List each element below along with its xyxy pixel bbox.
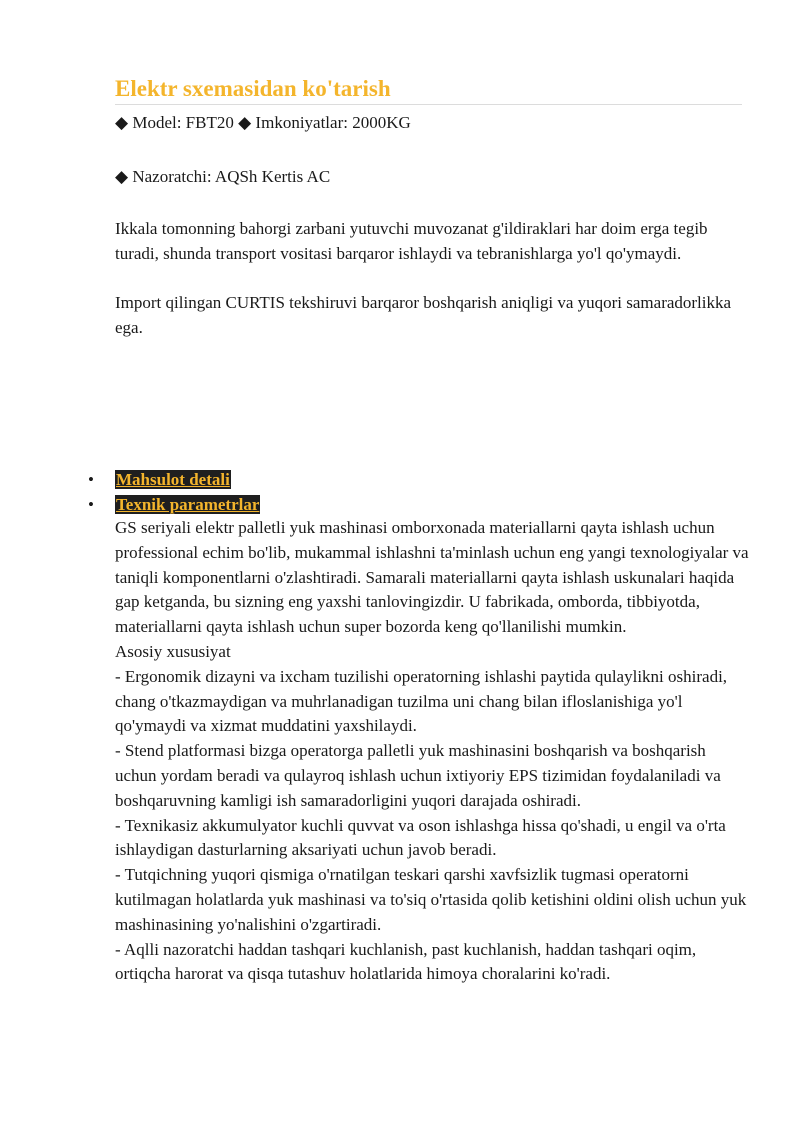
tab-technical-parameters-label[interactable]: Texnik parametrlar bbox=[116, 495, 260, 514]
intro-paragraph-1: Ikkala tomonning bahorgi zarbani yutuvchi muvozanat g'ildiraklari har doim erga tegib turadi, shunda transport vositasi barqaror ishlaydi va tebranishlarga yo'l qo'ymaydi. bbox=[115, 219, 708, 263]
tab-product-detail[interactable] bbox=[88, 467, 260, 492]
spec-controller: ◆ Nazoratchi: AQSh Kertis AC bbox=[115, 167, 331, 186]
tab-product-detail-label[interactable]: Mahsulot detali bbox=[116, 470, 230, 489]
spec-model-capacity: ◆ Model: FBT20 ◆ Imkoniyatlar: 2000KG bbox=[115, 113, 411, 132]
features-heading: Asosiy xususiyat bbox=[115, 641, 231, 661]
feature-item-controller: - Aqlli nazoratchi haddan tashqari kuchlanish, past kuchlanish, haddan tashqari oqim, ortiqcha harorat va qisqa tutashuv holatlarida himoya choralarini ko'radi. bbox=[115, 939, 697, 984]
product-tabs bbox=[88, 467, 260, 517]
intro-paragraph-2: Import qilingan CURTIS tekshiruvi barqaror boshqarish aniqligi va yuqori samaradorlikka ega. bbox=[115, 293, 732, 337]
title-divider bbox=[115, 104, 742, 105]
feature-item-safety-button: - Tutqichning yuqori qismiga o'rnatilgan teskari qarshi xavfsizlik tugmasi operatorni kutilmagan holatlarda yuk mashinasi va to'siq o'rtasida qolib ketishini oldini olish uchun yuk mashinasining yo'nalishini o'zgartiradi. bbox=[115, 865, 747, 934]
feature-item-battery: - Texnikasiz akkumulyator kuchli quvvat va oson ishlashga hissa qo'shadi, u engil va o'rta ishlaydigan dasturlarning aksariyati uchun javob beradi. bbox=[115, 815, 726, 860]
feature-item-ergonomic: - Ergonomik dizayni va ixcham tuzilishi operatorning ishlashi paytida qulaylikni oshiradi, chang o'tkazmaydigan va muhrlanadigan tuzilma uni chang bilan ifloslanishiga yo'l qo'ymaydi va xizmat muddatini yaxshilaydi. bbox=[115, 666, 728, 736]
page-title: Elektr sxemasidan ko'tarish bbox=[115, 76, 391, 101]
product-description bbox=[115, 516, 750, 987]
description-paragraph: GS seriyali elektr palletli yuk mashinasi omborxonada materiallarni qayta ishlash uchun professional echim bo'lib, mukammal ishlashni ta'minlash uchun eng yangi texnologiyalar va taniqli komponentlarni o'zlashtiradi. Samarali materiallarni qayta ishlash uskunalari haqida gap ketganda, bu sizning eng yaxshi tanlovingizdir. U fabrikada, omborda, tibbiyotda, materiallarni qayta ishlash uchun super bozorda keng qo'llanilishi mumkin. bbox=[115, 518, 749, 637]
tab-technical-parameters[interactable] bbox=[88, 492, 260, 517]
feature-item-platform: - Stend platformasi bizga operatorga palletli yuk mashinasini boshqarish va boshqarish uchun yordam beradi va qulayroq ishlash uchun ixtiyoriy EPS tizimidan foydalaniladi va boshqaruvning kamligi ish samaradorligini yuqori darajada oshiradi. bbox=[115, 741, 721, 810]
